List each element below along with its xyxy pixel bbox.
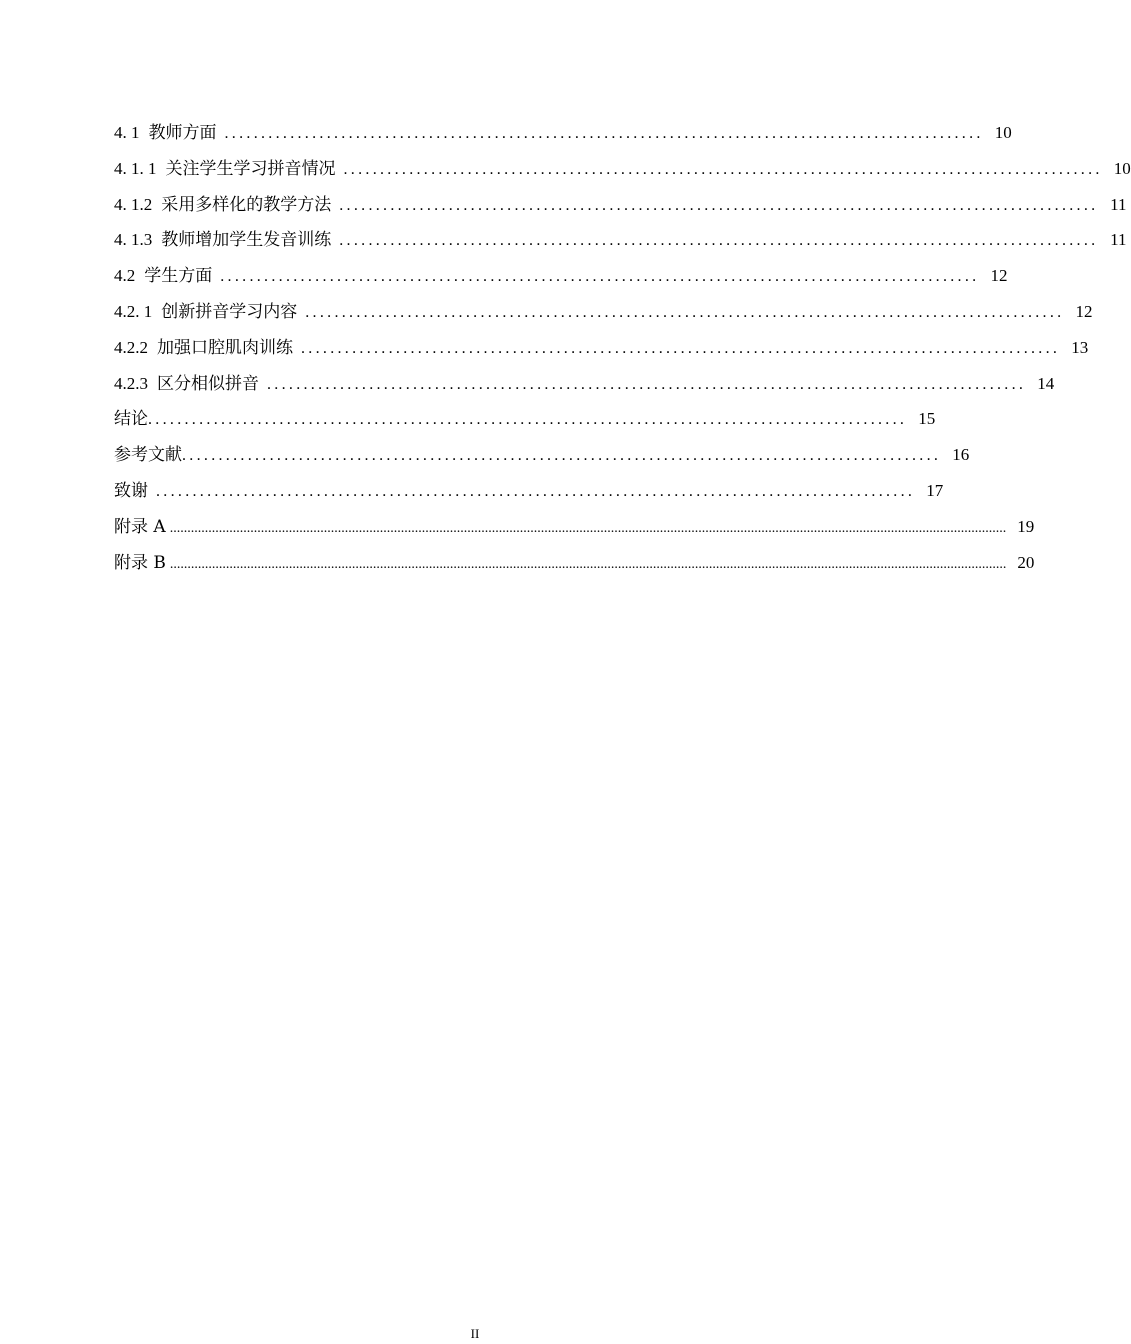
toc-dot-leader: ........................................................................................................ [267,375,1027,393]
toc-entry-acknowledgements[interactable] [114,476,944,512]
toc-dot-leader: ........................................................................................................ [339,232,1099,250]
toc-entry-page: 10 [1113,158,1131,178]
toc-entry-number: 4. 1 [114,123,140,142]
toc-entry-page: 11 [1110,230,1127,250]
toc-entry-page: 17 [926,480,944,500]
toc-dot-leader: ........................................................................................................ [224,125,984,142]
toc-entry-title: 采用多样化的教学方法 [161,194,332,215]
toc-dot-leader: ........................................................................................................ [339,196,1099,214]
toc-entry-number: 4. 1.2 [114,194,153,214]
toc-entry-page: 16 [952,445,970,465]
toc-entry-number: 4. 1.3 [114,230,153,250]
toc-entry-page: 12 [990,266,1008,286]
toc-entry-page: 11 [1110,194,1127,214]
toc-entry-4-2-1[interactable] [114,297,1093,333]
toc-entry-4-2-2[interactable] [114,333,1089,369]
toc-entry-page: 10 [994,123,1012,142]
toc-entry-title: 教师方面 [148,123,217,143]
table-of-contents [114,118,1131,583]
toc-entry-title: 附录 A [114,516,166,537]
toc-entry-4-1-1[interactable] [114,154,1131,190]
toc-dot-leader: ........................................................................................................ [182,447,942,465]
page-number: II [470,1326,480,1341]
toc-entry-page: 12 [1075,301,1093,321]
toc-entry-title: 参考文献 [114,445,182,466]
toc-entry-title: 关注学生学习拼音情况 [165,158,336,179]
toc-entry-4-2-3[interactable] [114,369,1055,405]
toc-entry-number: 4.2.3 [114,373,148,393]
toc-entry-4-1-3[interactable] [114,225,1127,261]
toc-entry-appendix-b[interactable] [114,548,1035,584]
toc-entry-number: 4.2. 1 [114,301,153,321]
toc-dot-leader: ........................................................................................................ [156,482,916,500]
toc-entry-title: 附录 B [114,552,166,573]
toc-entry-page: 15 [918,409,936,429]
toc-entry-conclusion[interactable] [114,404,936,440]
toc-dot-leader: ........................................................................................................ [148,411,908,429]
toc-entry-appendix-a[interactable] [114,512,1035,548]
toc-entry-title: 区分相似拼音 [157,373,259,394]
toc-entry-title: 学生方面 [144,266,213,287]
toc-entry-4-1-2[interactable] [114,190,1127,226]
toc-dot-leader: ............................................................................................................................................................................................................................................... [169,520,1007,536]
toc-entry-title: 加强口腔肌肉训练 [157,337,293,358]
toc-entry-title: 结论 [114,409,148,430]
toc-entry-title: 致谢 [114,480,148,501]
toc-entry-page: 13 [1071,337,1089,357]
toc-dot-leader: ........................................................................................................ [220,268,980,286]
toc-entry-4-2[interactable] [114,261,1008,297]
toc-entry-number: 4. 1. 1 [114,158,157,178]
toc-entry-page: 19 [1017,516,1035,536]
toc-dot-leader: ........................................................................................................ [305,303,1065,321]
toc-dot-leader: ........................................................................................................ [343,160,1103,178]
toc-entry-number: 4.2 [114,266,136,286]
toc-entry-references[interactable] [114,440,970,476]
toc-entry-4-1[interactable] [114,118,1012,154]
toc-entry-title: 创新拼音学习内容 [161,301,298,322]
toc-dot-leader: ........................................................................................................ [301,339,1061,357]
toc-entry-title: 教师增加学生发音训练 [161,230,332,251]
toc-entry-page: 20 [1017,552,1035,572]
toc-dot-leader: ............................................................................................................................................................................................................................................... [169,556,1007,572]
toc-entry-number: 4.2.2 [114,337,148,357]
toc-entry-page: 14 [1037,373,1055,393]
